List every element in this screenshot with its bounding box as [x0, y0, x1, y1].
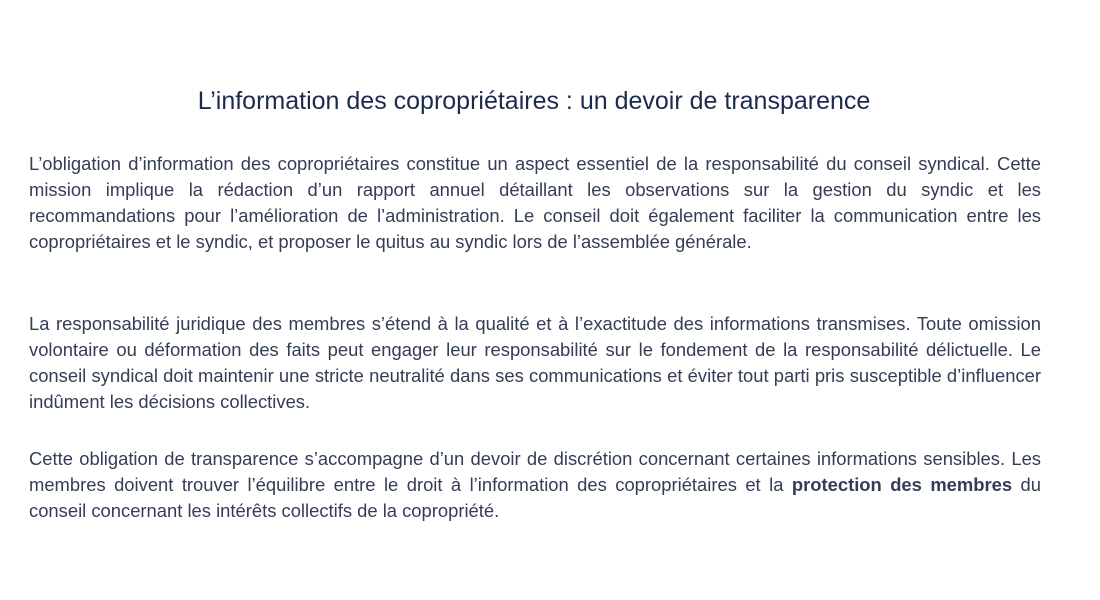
bold-phrase: protection des membres: [791, 474, 1013, 495]
paragraph-transparency-discretion: [29, 446, 1041, 524]
paragraph-text-start: Cette obligation de transparence s’accompagne d’un devoir de discrétion concernant certaines informations sensibles. Les membres doivent trouver l’équilibre entre le droit à l’information des copropriétaires et la: [29, 448, 1041, 495]
paragraph-legal-responsibility: La responsabilité juridique des membres s’étend à la qualité et à l’exactitude des informations transmises. Toute omission volontaire ou déformation des faits peut engager leur responsabilité sur le fondement de la responsabilité délictuelle. Le conseil syndical doit maintenir une stricte neutralité dans ses communications et éviter tout parti pris susceptible d’influencer indûment les décisions collectives.: [29, 313, 1041, 412]
page-title: L’information des copropriétaires : un devoir de transparence: [197, 87, 871, 115]
paragraph-information-obligation: L’obligation d’information des copropriétaires constitue un aspect essentiel de la responsabilité du conseil syndical. Cette mission implique la rédaction d’un rapport annuel détaillant les observations sur la gestion du syndic et les recommandations pour l’amélioration de l’administration. Le conseil doit également faciliter la communication entre les copropriétaires et le syndic, et proposer le quitus au syndic lors de l’assemblée générale.: [29, 153, 1041, 252]
paragraph-text-end: du conseil concernant les intérêts collectifs de la copropriété.: [29, 474, 1042, 521]
